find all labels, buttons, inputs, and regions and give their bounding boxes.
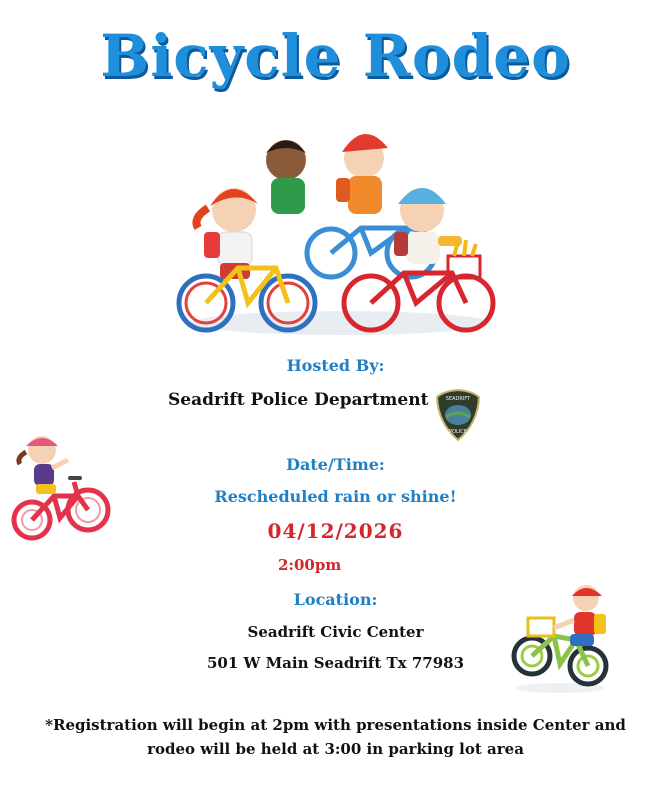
venue-name: Seadrift Civic Center [247,623,424,641]
police-badge-icon [436,389,480,441]
kids-riding-bikes-illustration [176,118,506,340]
badge-top-text: SEADRIFT [445,396,471,402]
event-time: 2:00pm [278,556,342,574]
flyer-title: Bicycle Rodeo [100,22,571,90]
location-label: Location: [293,590,378,609]
badge-bottom-text: POLICE [449,429,467,435]
registration-note: *Registration will begin at 2pm with presentations inside Center and rodeo will be held at 3:00 in parking lot area [45,716,626,758]
venue-address: 501 W Main Seadrift Tx 77983 [206,654,465,672]
hosted-by-label: Hosted By: [286,356,385,375]
rescheduled-text: Rescheduled rain or shine! [214,487,457,506]
host-name: Seadrift Police Department [168,390,429,410]
datetime-label: Date/Time: [286,455,385,474]
event-date: 04/12/2026 [267,519,404,543]
